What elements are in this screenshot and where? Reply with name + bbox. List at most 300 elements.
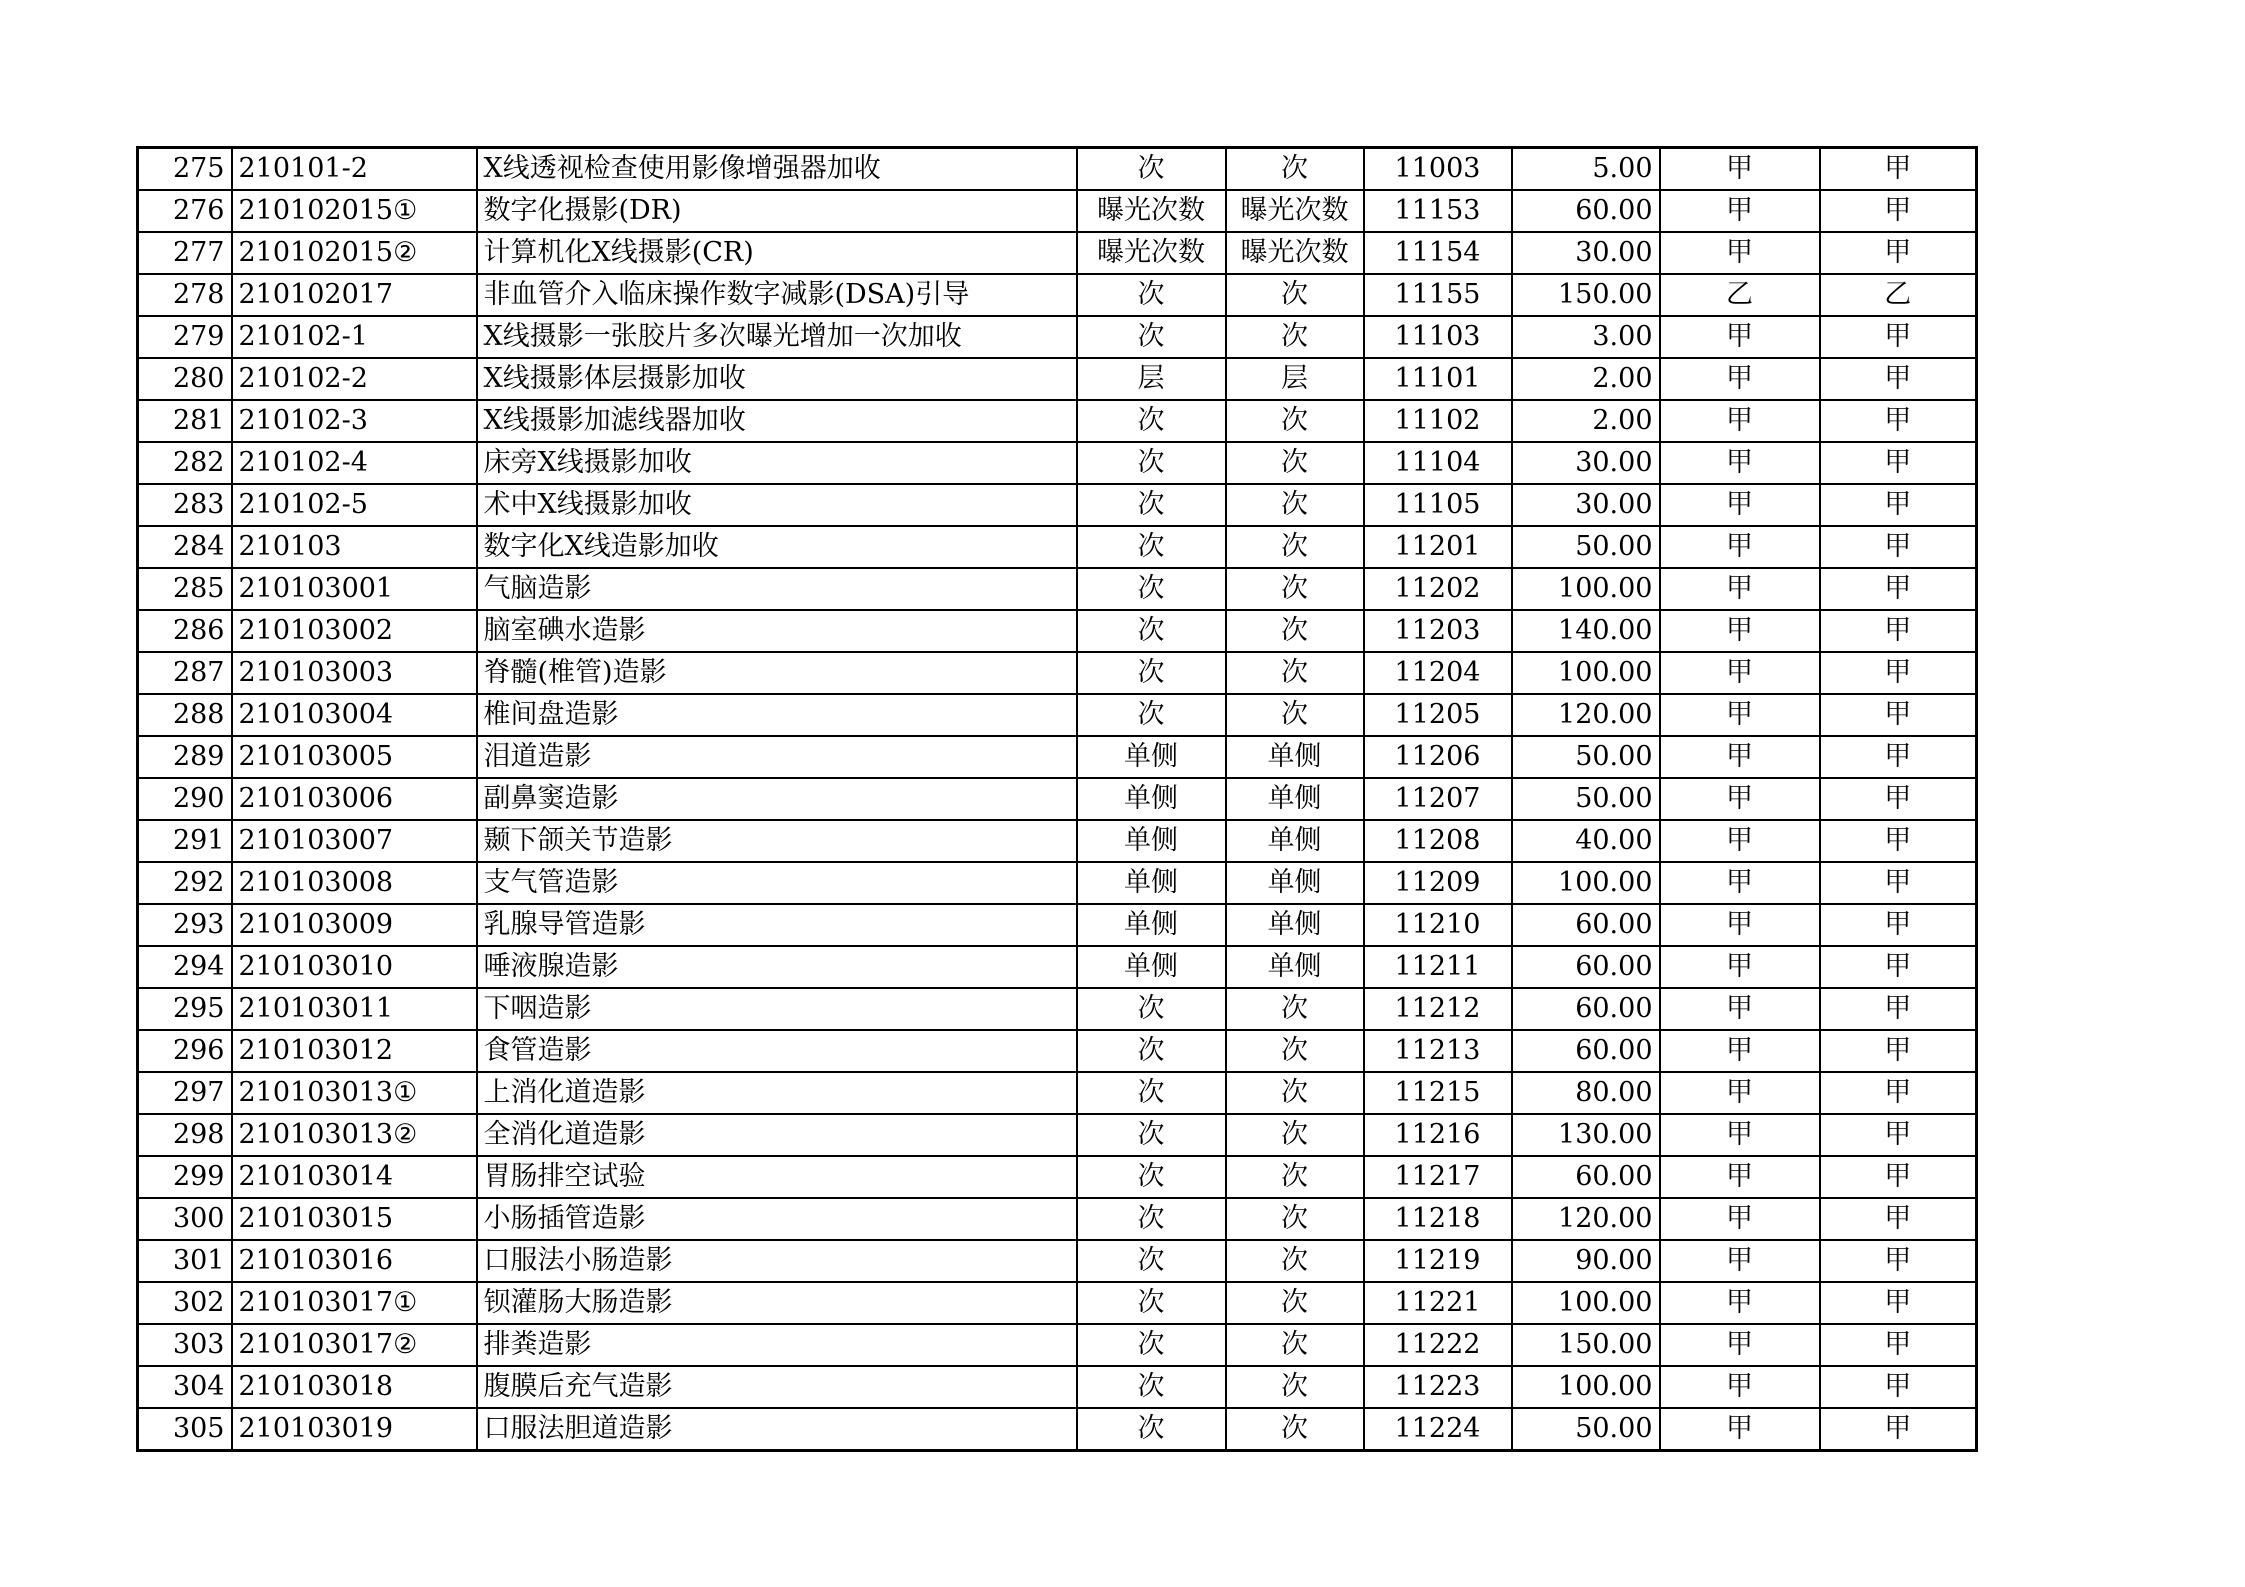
item-code-cell: 210103005 xyxy=(232,736,477,778)
seq-cell: 304 xyxy=(138,1366,232,1408)
category-cell: 甲 xyxy=(1660,904,1820,946)
table-row xyxy=(138,1156,1977,1198)
price-cell: 60.00 xyxy=(1512,190,1660,232)
category2-cell: 甲 xyxy=(1820,484,1977,526)
item-code-cell: 210103 xyxy=(232,526,477,568)
category2-cell: 甲 xyxy=(1820,1156,1977,1198)
unit-cell: 单侧 xyxy=(1077,904,1226,946)
category2-cell: 甲 xyxy=(1820,904,1977,946)
billing-unit-cell: 曝光次数 xyxy=(1226,232,1364,274)
item-name-cell: 副鼻窦造影 xyxy=(477,778,1077,820)
item-code-cell: 210103018 xyxy=(232,1366,477,1408)
category-cell: 甲 xyxy=(1660,1114,1820,1156)
billing-unit-cell: 次 xyxy=(1226,442,1364,484)
item-code-cell: 210103013① xyxy=(232,1072,477,1114)
fee-code-cell: 11205 xyxy=(1364,694,1512,736)
item-name-cell: 泪道造影 xyxy=(477,736,1077,778)
item-name-cell: 小肠插管造影 xyxy=(477,1198,1077,1240)
table-row xyxy=(138,190,1977,232)
category2-cell: 甲 xyxy=(1820,316,1977,358)
item-name-cell: 唾液腺造影 xyxy=(477,946,1077,988)
item-name-cell: 食管造影 xyxy=(477,1030,1077,1072)
price-cell: 5.00 xyxy=(1512,148,1660,191)
billing-unit-cell: 次 xyxy=(1226,568,1364,610)
seq-cell: 305 xyxy=(138,1408,232,1451)
billing-unit-cell: 次 xyxy=(1226,988,1364,1030)
billing-unit-cell: 次 xyxy=(1226,1030,1364,1072)
item-code-cell: 210103013② xyxy=(232,1114,477,1156)
price-cell: 3.00 xyxy=(1512,316,1660,358)
item-name-cell: 数字化摄影(DR) xyxy=(477,190,1077,232)
unit-cell: 次 xyxy=(1077,274,1226,316)
billing-unit-cell: 单侧 xyxy=(1226,904,1364,946)
billing-unit-cell: 曝光次数 xyxy=(1226,190,1364,232)
category-cell: 甲 xyxy=(1660,148,1820,191)
category2-cell: 甲 xyxy=(1820,232,1977,274)
table-row xyxy=(138,1366,1977,1408)
unit-cell: 次 xyxy=(1077,316,1226,358)
fee-code-cell: 11101 xyxy=(1364,358,1512,400)
item-code-cell: 210103017① xyxy=(232,1282,477,1324)
item-name-cell: 数字化X线造影加收 xyxy=(477,526,1077,568)
item-name-cell: 下咽造影 xyxy=(477,988,1077,1030)
table-row xyxy=(138,1114,1977,1156)
seq-cell: 297 xyxy=(138,1072,232,1114)
billing-unit-cell: 次 xyxy=(1226,652,1364,694)
unit-cell: 次 xyxy=(1077,1240,1226,1282)
fee-code-cell: 11219 xyxy=(1364,1240,1512,1282)
price-cell: 120.00 xyxy=(1512,1198,1660,1240)
price-cell: 100.00 xyxy=(1512,1282,1660,1324)
item-code-cell: 210103007 xyxy=(232,820,477,862)
category-cell: 甲 xyxy=(1660,400,1820,442)
item-name-cell: 口服法小肠造影 xyxy=(477,1240,1077,1282)
item-code-cell: 210103009 xyxy=(232,904,477,946)
price-cell: 60.00 xyxy=(1512,946,1660,988)
seq-cell: 298 xyxy=(138,1114,232,1156)
category2-cell: 甲 xyxy=(1820,610,1977,652)
category-cell: 甲 xyxy=(1660,820,1820,862)
billing-unit-cell: 次 xyxy=(1226,526,1364,568)
unit-cell: 次 xyxy=(1077,484,1226,526)
fee-code-cell: 11213 xyxy=(1364,1030,1512,1072)
item-name-cell: X线摄影加滤线器加收 xyxy=(477,400,1077,442)
item-name-cell: 胃肠排空试验 xyxy=(477,1156,1077,1198)
price-cell: 50.00 xyxy=(1512,526,1660,568)
category2-cell: 甲 xyxy=(1820,568,1977,610)
seq-cell: 293 xyxy=(138,904,232,946)
seq-cell: 277 xyxy=(138,232,232,274)
billing-unit-cell: 次 xyxy=(1226,274,1364,316)
category2-cell: 乙 xyxy=(1820,274,1977,316)
fee-code-cell: 11221 xyxy=(1364,1282,1512,1324)
unit-cell: 次 xyxy=(1077,1072,1226,1114)
fee-code-cell: 11104 xyxy=(1364,442,1512,484)
fee-code-cell: 11222 xyxy=(1364,1324,1512,1366)
item-name-cell: 乳腺导管造影 xyxy=(477,904,1077,946)
category2-cell: 甲 xyxy=(1820,820,1977,862)
table-row xyxy=(138,1030,1977,1072)
category2-cell: 甲 xyxy=(1820,148,1977,191)
item-code-cell: 210103004 xyxy=(232,694,477,736)
table-row xyxy=(138,778,1977,820)
table-row xyxy=(138,274,1977,316)
price-cell: 140.00 xyxy=(1512,610,1660,652)
category2-cell: 甲 xyxy=(1820,862,1977,904)
unit-cell: 次 xyxy=(1077,610,1226,652)
item-code-cell: 210102-4 xyxy=(232,442,477,484)
item-code-cell: 210103002 xyxy=(232,610,477,652)
category-cell: 乙 xyxy=(1660,274,1820,316)
fee-code-cell: 11216 xyxy=(1364,1114,1512,1156)
item-name-cell: X线透视检查使用影像增强器加收 xyxy=(477,148,1077,191)
category2-cell: 甲 xyxy=(1820,358,1977,400)
billing-unit-cell: 单侧 xyxy=(1226,736,1364,778)
category-cell: 甲 xyxy=(1660,652,1820,694)
category2-cell: 甲 xyxy=(1820,694,1977,736)
price-cell: 30.00 xyxy=(1512,484,1660,526)
item-name-cell: 椎间盘造影 xyxy=(477,694,1077,736)
table-row xyxy=(138,1324,1977,1366)
fee-code-cell: 11154 xyxy=(1364,232,1512,274)
unit-cell: 次 xyxy=(1077,1030,1226,1072)
table-row xyxy=(138,358,1977,400)
item-code-cell: 210103010 xyxy=(232,946,477,988)
table-row xyxy=(138,442,1977,484)
category2-cell: 甲 xyxy=(1820,652,1977,694)
billing-unit-cell: 次 xyxy=(1226,1198,1364,1240)
fee-code-cell: 11223 xyxy=(1364,1366,1512,1408)
seq-cell: 287 xyxy=(138,652,232,694)
price-cell: 60.00 xyxy=(1512,1030,1660,1072)
category2-cell: 甲 xyxy=(1820,1114,1977,1156)
price-cell: 40.00 xyxy=(1512,820,1660,862)
table-row xyxy=(138,148,1977,191)
table-row xyxy=(138,316,1977,358)
item-name-cell: 气脑造影 xyxy=(477,568,1077,610)
item-code-cell: 210102-3 xyxy=(232,400,477,442)
fee-code-cell: 11201 xyxy=(1364,526,1512,568)
item-code-cell: 210101-2 xyxy=(232,148,477,191)
billing-unit-cell: 次 xyxy=(1226,694,1364,736)
unit-cell: 次 xyxy=(1077,1408,1226,1451)
item-code-cell: 210103017② xyxy=(232,1324,477,1366)
billing-unit-cell: 次 xyxy=(1226,400,1364,442)
unit-cell: 曝光次数 xyxy=(1077,232,1226,274)
category2-cell: 甲 xyxy=(1820,190,1977,232)
seq-cell: 289 xyxy=(138,736,232,778)
table-body xyxy=(138,148,1977,1451)
fee-code-cell: 11215 xyxy=(1364,1072,1512,1114)
category2-cell: 甲 xyxy=(1820,1408,1977,1451)
fee-code-cell: 11203 xyxy=(1364,610,1512,652)
fee-code-cell: 11155 xyxy=(1364,274,1512,316)
category-cell: 甲 xyxy=(1660,610,1820,652)
price-cell: 30.00 xyxy=(1512,232,1660,274)
table-row xyxy=(138,1408,1977,1451)
category2-cell: 甲 xyxy=(1820,1282,1977,1324)
category2-cell: 甲 xyxy=(1820,778,1977,820)
price-cell: 90.00 xyxy=(1512,1240,1660,1282)
table-row xyxy=(138,988,1977,1030)
item-name-cell: 口服法胆道造影 xyxy=(477,1408,1077,1451)
fee-code-cell: 11224 xyxy=(1364,1408,1512,1451)
seq-cell: 300 xyxy=(138,1198,232,1240)
billing-unit-cell: 次 xyxy=(1226,1114,1364,1156)
fee-code-cell: 11210 xyxy=(1364,904,1512,946)
unit-cell: 次 xyxy=(1077,652,1226,694)
unit-cell: 次 xyxy=(1077,1114,1226,1156)
seq-cell: 285 xyxy=(138,568,232,610)
fee-code-cell: 11211 xyxy=(1364,946,1512,988)
price-cell: 120.00 xyxy=(1512,694,1660,736)
unit-cell: 次 xyxy=(1077,526,1226,568)
category2-cell: 甲 xyxy=(1820,946,1977,988)
table-row xyxy=(138,1072,1977,1114)
category2-cell: 甲 xyxy=(1820,1366,1977,1408)
item-code-cell: 210103019 xyxy=(232,1408,477,1451)
table-row xyxy=(138,400,1977,442)
seq-cell: 299 xyxy=(138,1156,232,1198)
table-row xyxy=(138,232,1977,274)
category-cell: 甲 xyxy=(1660,988,1820,1030)
billing-unit-cell: 单侧 xyxy=(1226,820,1364,862)
category2-cell: 甲 xyxy=(1820,736,1977,778)
category-cell: 甲 xyxy=(1660,316,1820,358)
seq-cell: 295 xyxy=(138,988,232,1030)
unit-cell: 次 xyxy=(1077,1198,1226,1240)
category-cell: 甲 xyxy=(1660,1366,1820,1408)
fee-code-cell: 11102 xyxy=(1364,400,1512,442)
unit-cell: 次 xyxy=(1077,1366,1226,1408)
price-cell: 60.00 xyxy=(1512,904,1660,946)
table-row xyxy=(138,568,1977,610)
price-cell: 30.00 xyxy=(1512,442,1660,484)
category2-cell: 甲 xyxy=(1820,400,1977,442)
seq-cell: 284 xyxy=(138,526,232,568)
seq-cell: 301 xyxy=(138,1240,232,1282)
unit-cell: 次 xyxy=(1077,988,1226,1030)
category-cell: 甲 xyxy=(1660,442,1820,484)
price-cell: 50.00 xyxy=(1512,736,1660,778)
table-row xyxy=(138,652,1977,694)
item-code-cell: 210102017 xyxy=(232,274,477,316)
fee-code-cell: 11153 xyxy=(1364,190,1512,232)
seq-cell: 281 xyxy=(138,400,232,442)
table-row xyxy=(138,820,1977,862)
item-name-cell: 床旁X线摄影加收 xyxy=(477,442,1077,484)
unit-cell: 单侧 xyxy=(1077,946,1226,988)
category-cell: 甲 xyxy=(1660,358,1820,400)
billing-unit-cell: 次 xyxy=(1226,1240,1364,1282)
billing-unit-cell: 次 xyxy=(1226,1282,1364,1324)
unit-cell: 次 xyxy=(1077,568,1226,610)
seq-cell: 279 xyxy=(138,316,232,358)
price-cell: 50.00 xyxy=(1512,778,1660,820)
billing-unit-cell: 次 xyxy=(1226,1156,1364,1198)
unit-cell: 层 xyxy=(1077,358,1226,400)
billing-unit-cell: 次 xyxy=(1226,1408,1364,1451)
unit-cell: 次 xyxy=(1077,442,1226,484)
seq-cell: 294 xyxy=(138,946,232,988)
category2-cell: 甲 xyxy=(1820,1072,1977,1114)
item-code-cell: 210102015① xyxy=(232,190,477,232)
fee-code-cell: 11208 xyxy=(1364,820,1512,862)
seq-cell: 302 xyxy=(138,1282,232,1324)
item-name-cell: 排粪造影 xyxy=(477,1324,1077,1366)
unit-cell: 次 xyxy=(1077,1282,1226,1324)
fee-code-cell: 11202 xyxy=(1364,568,1512,610)
category2-cell: 甲 xyxy=(1820,1324,1977,1366)
price-cell: 100.00 xyxy=(1512,862,1660,904)
item-code-cell: 210103003 xyxy=(232,652,477,694)
price-cell: 60.00 xyxy=(1512,1156,1660,1198)
fee-code-cell: 11103 xyxy=(1364,316,1512,358)
item-name-cell: 钡灌肠大肠造影 xyxy=(477,1282,1077,1324)
fee-code-cell: 11204 xyxy=(1364,652,1512,694)
seq-cell: 276 xyxy=(138,190,232,232)
category-cell: 甲 xyxy=(1660,568,1820,610)
item-code-cell: 210103011 xyxy=(232,988,477,1030)
seq-cell: 303 xyxy=(138,1324,232,1366)
unit-cell: 次 xyxy=(1077,400,1226,442)
price-cell: 150.00 xyxy=(1512,1324,1660,1366)
seq-cell: 290 xyxy=(138,778,232,820)
billing-unit-cell: 次 xyxy=(1226,148,1364,191)
fee-schedule-table xyxy=(136,146,1978,1452)
billing-unit-cell: 次 xyxy=(1226,1324,1364,1366)
seq-cell: 288 xyxy=(138,694,232,736)
table-row xyxy=(138,1198,1977,1240)
category2-cell: 甲 xyxy=(1820,1198,1977,1240)
category-cell: 甲 xyxy=(1660,694,1820,736)
category-cell: 甲 xyxy=(1660,1282,1820,1324)
category-cell: 甲 xyxy=(1660,1072,1820,1114)
item-name-cell: 全消化道造影 xyxy=(477,1114,1077,1156)
billing-unit-cell: 次 xyxy=(1226,1366,1364,1408)
table-row xyxy=(138,736,1977,778)
billing-unit-cell: 层 xyxy=(1226,358,1364,400)
table-row xyxy=(138,484,1977,526)
unit-cell: 单侧 xyxy=(1077,862,1226,904)
category-cell: 甲 xyxy=(1660,526,1820,568)
item-name-cell: 脑室碘水造影 xyxy=(477,610,1077,652)
billing-unit-cell: 单侧 xyxy=(1226,778,1364,820)
price-cell: 80.00 xyxy=(1512,1072,1660,1114)
billing-unit-cell: 次 xyxy=(1226,484,1364,526)
billing-unit-cell: 次 xyxy=(1226,610,1364,652)
category-cell: 甲 xyxy=(1660,190,1820,232)
category-cell: 甲 xyxy=(1660,1198,1820,1240)
seq-cell: 278 xyxy=(138,274,232,316)
billing-unit-cell: 次 xyxy=(1226,316,1364,358)
unit-cell: 次 xyxy=(1077,694,1226,736)
item-code-cell: 210103012 xyxy=(232,1030,477,1072)
item-name-cell: 术中X线摄影加收 xyxy=(477,484,1077,526)
table-row xyxy=(138,1282,1977,1324)
seq-cell: 292 xyxy=(138,862,232,904)
item-code-cell: 210103016 xyxy=(232,1240,477,1282)
price-cell: 2.00 xyxy=(1512,400,1660,442)
category2-cell: 甲 xyxy=(1820,1240,1977,1282)
table-row xyxy=(138,1240,1977,1282)
item-code-cell: 210102015② xyxy=(232,232,477,274)
category-cell: 甲 xyxy=(1660,1324,1820,1366)
table-row xyxy=(138,904,1977,946)
seq-cell: 283 xyxy=(138,484,232,526)
item-code-cell: 210102-2 xyxy=(232,358,477,400)
category-cell: 甲 xyxy=(1660,862,1820,904)
table-row xyxy=(138,946,1977,988)
billing-unit-cell: 单侧 xyxy=(1226,862,1364,904)
seq-cell: 296 xyxy=(138,1030,232,1072)
fee-code-cell: 11209 xyxy=(1364,862,1512,904)
billing-unit-cell: 单侧 xyxy=(1226,946,1364,988)
fee-code-cell: 11003 xyxy=(1364,148,1512,191)
price-cell: 100.00 xyxy=(1512,652,1660,694)
category-cell: 甲 xyxy=(1660,736,1820,778)
category-cell: 甲 xyxy=(1660,778,1820,820)
fee-code-cell: 11217 xyxy=(1364,1156,1512,1198)
unit-cell: 曝光次数 xyxy=(1077,190,1226,232)
seq-cell: 286 xyxy=(138,610,232,652)
category-cell: 甲 xyxy=(1660,946,1820,988)
item-code-cell: 210103015 xyxy=(232,1198,477,1240)
item-name-cell: 腹膜后充气造影 xyxy=(477,1366,1077,1408)
category2-cell: 甲 xyxy=(1820,988,1977,1030)
item-name-cell: 颞下颌关节造影 xyxy=(477,820,1077,862)
fee-code-cell: 11105 xyxy=(1364,484,1512,526)
item-name-cell: 支气管造影 xyxy=(477,862,1077,904)
price-cell: 2.00 xyxy=(1512,358,1660,400)
price-cell: 130.00 xyxy=(1512,1114,1660,1156)
item-code-cell: 210103014 xyxy=(232,1156,477,1198)
category-cell: 甲 xyxy=(1660,484,1820,526)
item-name-cell: 脊髓(椎管)造影 xyxy=(477,652,1077,694)
item-name-cell: 非血管介入临床操作数字减影(DSA)引导 xyxy=(477,274,1077,316)
table-row xyxy=(138,526,1977,568)
category-cell: 甲 xyxy=(1660,232,1820,274)
table-row xyxy=(138,862,1977,904)
price-cell: 100.00 xyxy=(1512,568,1660,610)
category-cell: 甲 xyxy=(1660,1408,1820,1451)
unit-cell: 单侧 xyxy=(1077,820,1226,862)
item-code-cell: 210103001 xyxy=(232,568,477,610)
unit-cell: 次 xyxy=(1077,1324,1226,1366)
item-name-cell: 上消化道造影 xyxy=(477,1072,1077,1114)
table-row xyxy=(138,610,1977,652)
category2-cell: 甲 xyxy=(1820,526,1977,568)
seq-cell: 275 xyxy=(138,148,232,191)
billing-unit-cell: 次 xyxy=(1226,1072,1364,1114)
category-cell: 甲 xyxy=(1660,1156,1820,1198)
item-name-cell: 计算机化X线摄影(CR) xyxy=(477,232,1077,274)
unit-cell: 单侧 xyxy=(1077,736,1226,778)
item-code-cell: 210102-1 xyxy=(232,316,477,358)
fee-code-cell: 11212 xyxy=(1364,988,1512,1030)
category-cell: 甲 xyxy=(1660,1030,1820,1072)
item-code-cell: 210102-5 xyxy=(232,484,477,526)
category2-cell: 甲 xyxy=(1820,442,1977,484)
price-cell: 150.00 xyxy=(1512,274,1660,316)
price-cell: 50.00 xyxy=(1512,1408,1660,1451)
unit-cell: 单侧 xyxy=(1077,778,1226,820)
seq-cell: 291 xyxy=(138,820,232,862)
category-cell: 甲 xyxy=(1660,1240,1820,1282)
seq-cell: 282 xyxy=(138,442,232,484)
unit-cell: 次 xyxy=(1077,148,1226,191)
table-row xyxy=(138,694,1977,736)
